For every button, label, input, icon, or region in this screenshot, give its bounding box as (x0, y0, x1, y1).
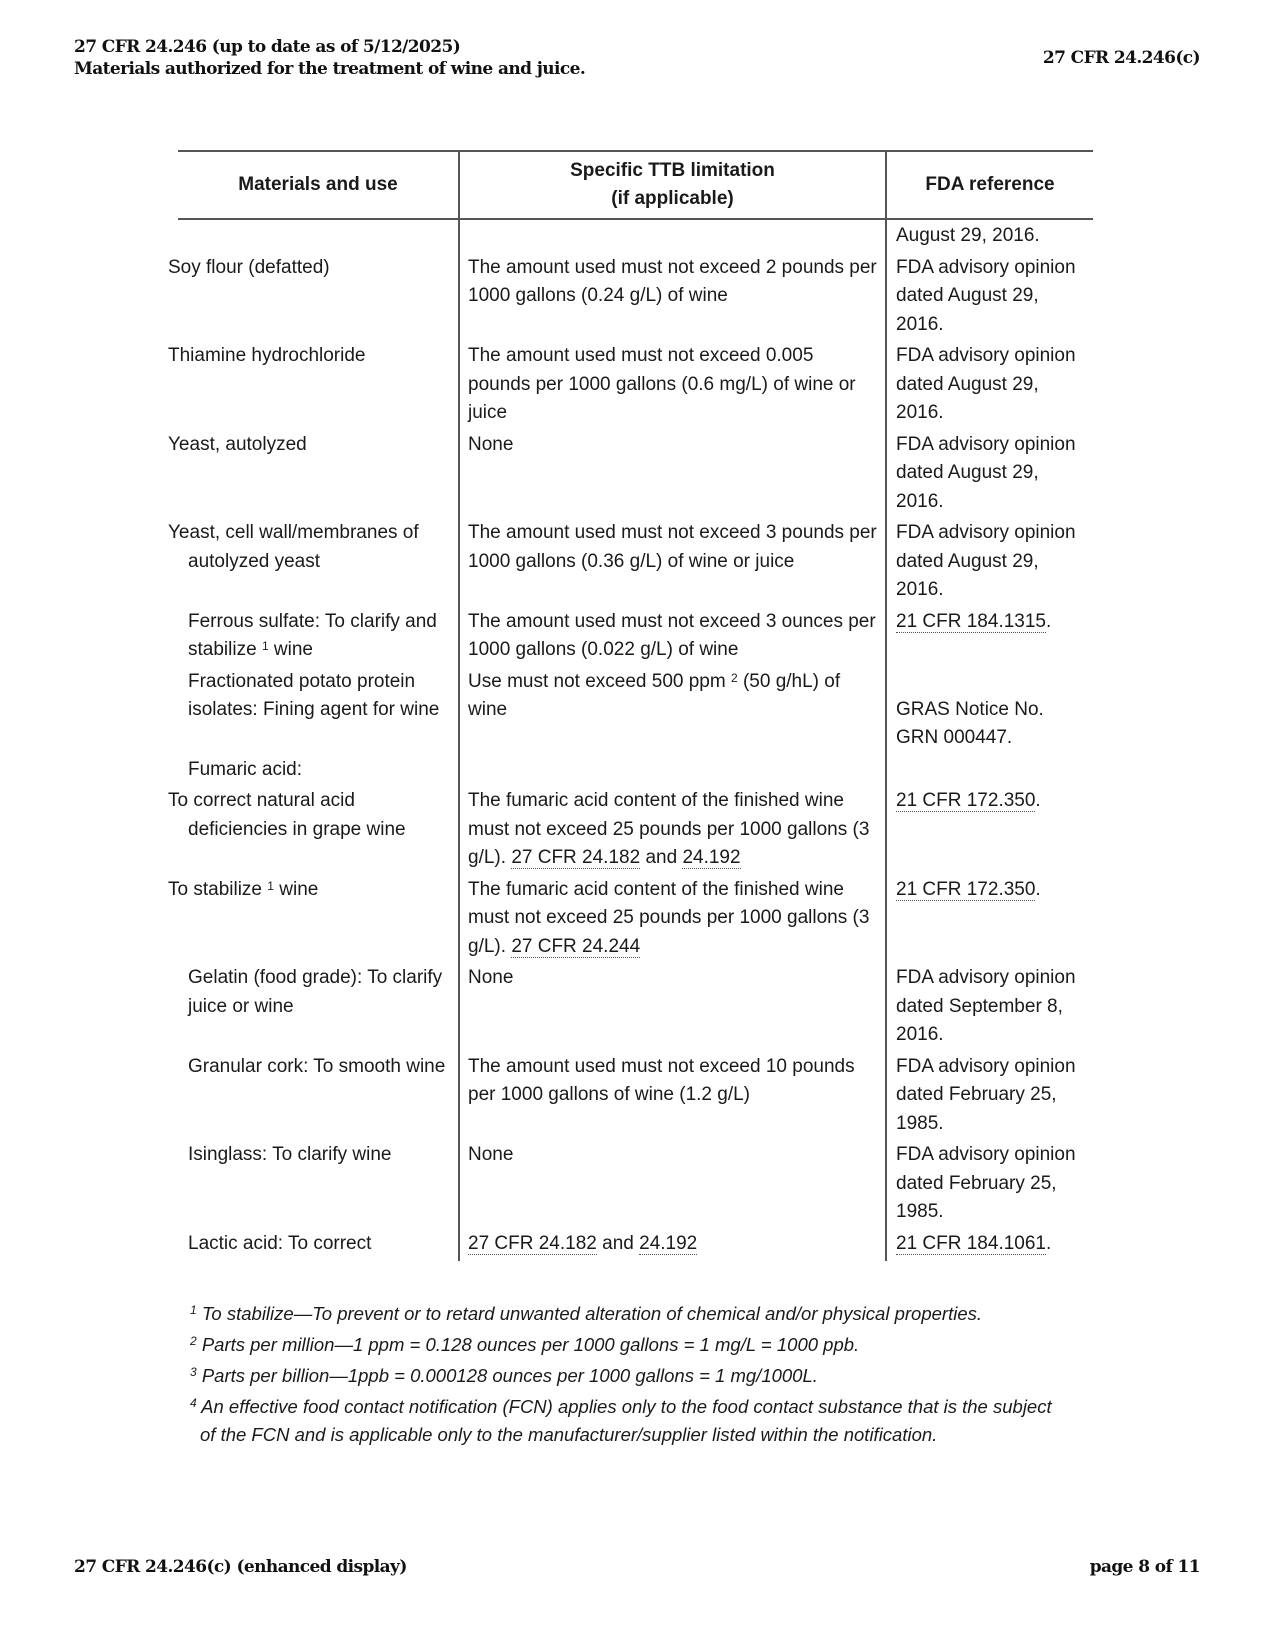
cell-limitation: The amount used must not exceed 3 pounds per 1000 gallons (0.36 g/L) of wine or juice (459, 519, 886, 608)
cell-material: Lactic acid: To correct (178, 1230, 459, 1262)
cell-material: To stabilize $^1$ wine (178, 876, 459, 965)
cell-fda: 21 CFR 172.350. (896, 878, 1041, 900)
table-row (178, 342, 1093, 431)
cell-material: Granular cork: To smooth wine (178, 1053, 459, 1142)
cell-limitation (459, 219, 886, 254)
cell-fda: FDA advisory opinion dated February 25, 1985. (896, 1144, 1076, 1222)
cell-material: Fumaric acid: (178, 756, 459, 788)
cell-material: Soy flour (defatted) (178, 254, 459, 343)
cell-fda: GRAS Notice No. GRN 000447. (896, 698, 1044, 748)
cell-fda: FDA advisory opinion dated August 29, 2016. (896, 345, 1076, 423)
cell-fda: FDA advisory opinion dated August 29, 2016. (896, 256, 1076, 335)
table-row (178, 431, 1093, 520)
cell-fda: 21 CFR 184.1061. (896, 1232, 1052, 1254)
ttb-ref-link[interactable]: 27 CFR 24.244 (511, 935, 641, 957)
footnote-4: $^4$ An effective food contact notification (FCN) applies only to the food contact substance that is the subject of the FCN and is applicable only to the manufacturer/supplier listed within the notification. (190, 1396, 1052, 1445)
table-row (178, 254, 1093, 343)
cell-material: To correct natural acid deficiencies in grape wine (178, 787, 459, 876)
footnote-ref: 1 (267, 878, 274, 893)
cell-material: Yeast, cell wall/membranes of autolyzed yeast (178, 519, 459, 608)
ttb-ref-link[interactable]: 24.192 (682, 847, 741, 868)
col-header-materials: Materials and use (178, 151, 459, 219)
table-row (178, 1141, 1093, 1230)
cell-fda: 21 CFR 172.350. (896, 790, 1041, 811)
col-header-fda: FDA reference (886, 151, 1093, 219)
materials-table-container (168, 150, 1093, 1261)
cell-limitation: None (459, 1141, 886, 1230)
header-section-ref: 27 CFR 24.246(c) (1042, 48, 1200, 68)
table-row (178, 756, 1093, 788)
table-row (178, 219, 1093, 254)
ttb-ref-link[interactable]: 27 CFR 24.182 (468, 1232, 597, 1254)
cell-material: Fractionated potato protein isolates: Fining agent for wine (178, 668, 459, 756)
cell-limitation: The amount used must not exceed 2 pounds per 1000 gallons (0.24 g/L) of wine (459, 254, 886, 343)
header-subtitle: Materials authorized for the treatment of wine and juice. (74, 59, 586, 79)
ttb-ref-link[interactable]: 24.192 (639, 1232, 698, 1254)
table-row (178, 964, 1093, 1053)
fda-ref-link[interactable]: 21 CFR 184.1315 (896, 610, 1046, 632)
table-row (178, 1230, 1093, 1262)
ttb-ref-link[interactable]: 27 CFR 24.182 (511, 847, 641, 868)
footer-doc-label: 27 CFR 24.246(c) (enhanced display) (74, 1557, 407, 1577)
fda-ref-link[interactable]: 21 CFR 172.350 (896, 878, 1036, 900)
fda-ref-link[interactable]: 21 CFR 184.1061 (896, 1232, 1046, 1254)
cell-material: Ferrous sulfate: To clarify and stabilize $^1$ wine (178, 608, 459, 668)
cell-limitation: The amount used must not exceed 3 ounces per 1000 gallons (0.022 g/L) of wine (459, 608, 886, 668)
cell-limitation: 27 CFR 24.182 and 24.192 (459, 1230, 886, 1262)
table-row (178, 608, 1093, 668)
header-title: 27 CFR 24.246 (up to date as of 5/12/2025) (74, 37, 461, 57)
cell-fda: FDA advisory opinion dated February 25, 1985. (896, 1055, 1076, 1134)
cell-material: Thiamine hydrochloride (178, 342, 459, 431)
cell-material: Isinglass: To clarify wine (178, 1141, 459, 1230)
cell-fda: FDA advisory opinion dated August 29, 2016. (896, 522, 1076, 600)
table-row (178, 668, 1093, 756)
table-row (178, 1053, 1093, 1142)
cell-limitation: None (459, 964, 886, 1053)
cell-limitation: The fumaric acid content of the finished wine must not exceed 25 pounds per 1000 gallons (3 g/L). 27 CFR 24.244 (459, 876, 886, 965)
table-row (178, 519, 1093, 608)
cell-limitation: The amount used must not exceed 0.005 pounds per 1000 gallons (0.6 mg/L) of wine or juice (459, 342, 886, 431)
footnote-ref: 1 (261, 639, 269, 653)
cell-limitation: None (459, 431, 886, 520)
table-row (178, 787, 1093, 876)
footnote-3: $^3$ Parts per billion—1ppb = 0.000128 ounces per 1000 gallons = 1 mg/1000L. (190, 1365, 818, 1386)
footer-page-number: page 8 of 11 (1089, 1557, 1200, 1577)
footnotes (190, 1300, 1070, 1452)
cell-fda: FDA advisory opinion dated September 8, 2016. (896, 967, 1076, 1045)
footnote-1: $^1$ To stabilize—To prevent or to retard unwanted alteration of chemical and/or physical properties. (190, 1303, 982, 1324)
cell-material: Gelatin (food grade): To clarify juice or wine (178, 964, 459, 1053)
cell-limitation: The amount used must not exceed 10 pounds per 1000 gallons of wine (1.2 g/L) (459, 1053, 886, 1142)
cell-fda: 21 CFR 184.1315. (896, 610, 1052, 632)
col-header-limitation: Specific TTB limitation (if applicable) (459, 151, 886, 219)
cell-fda: FDA advisory opinion dated August 29, 2016. (896, 433, 1076, 512)
cell-limitation: Use must not exceed 500 ppm $^2$ (50 g/hL) of wine (459, 668, 886, 756)
table-row (178, 876, 1093, 965)
table-header-row (178, 151, 1093, 219)
page-header (74, 36, 585, 80)
cell-material: Yeast, autolyzed (178, 431, 459, 520)
cell-limitation: The fumaric acid content of the finished wine must not exceed 25 pounds per 1000 gallons (3 g/L). 27 CFR 24.182 and 24.192 (459, 787, 886, 876)
footnote-ref: 2 (730, 670, 738, 685)
materials-table (168, 150, 1093, 1261)
footnote-2: $^2$ Parts per million—1 ppm = 0.128 ounces per 1000 gallons = 1 mg/L = 1000 ppb. (190, 1334, 860, 1355)
cell-limitation (459, 756, 886, 788)
cell-material (178, 219, 459, 254)
fda-ref-link[interactable]: 21 CFR 172.350 (896, 790, 1036, 811)
cell-fda: August 29, 2016. (896, 225, 1040, 246)
cell-fda (886, 756, 1093, 788)
